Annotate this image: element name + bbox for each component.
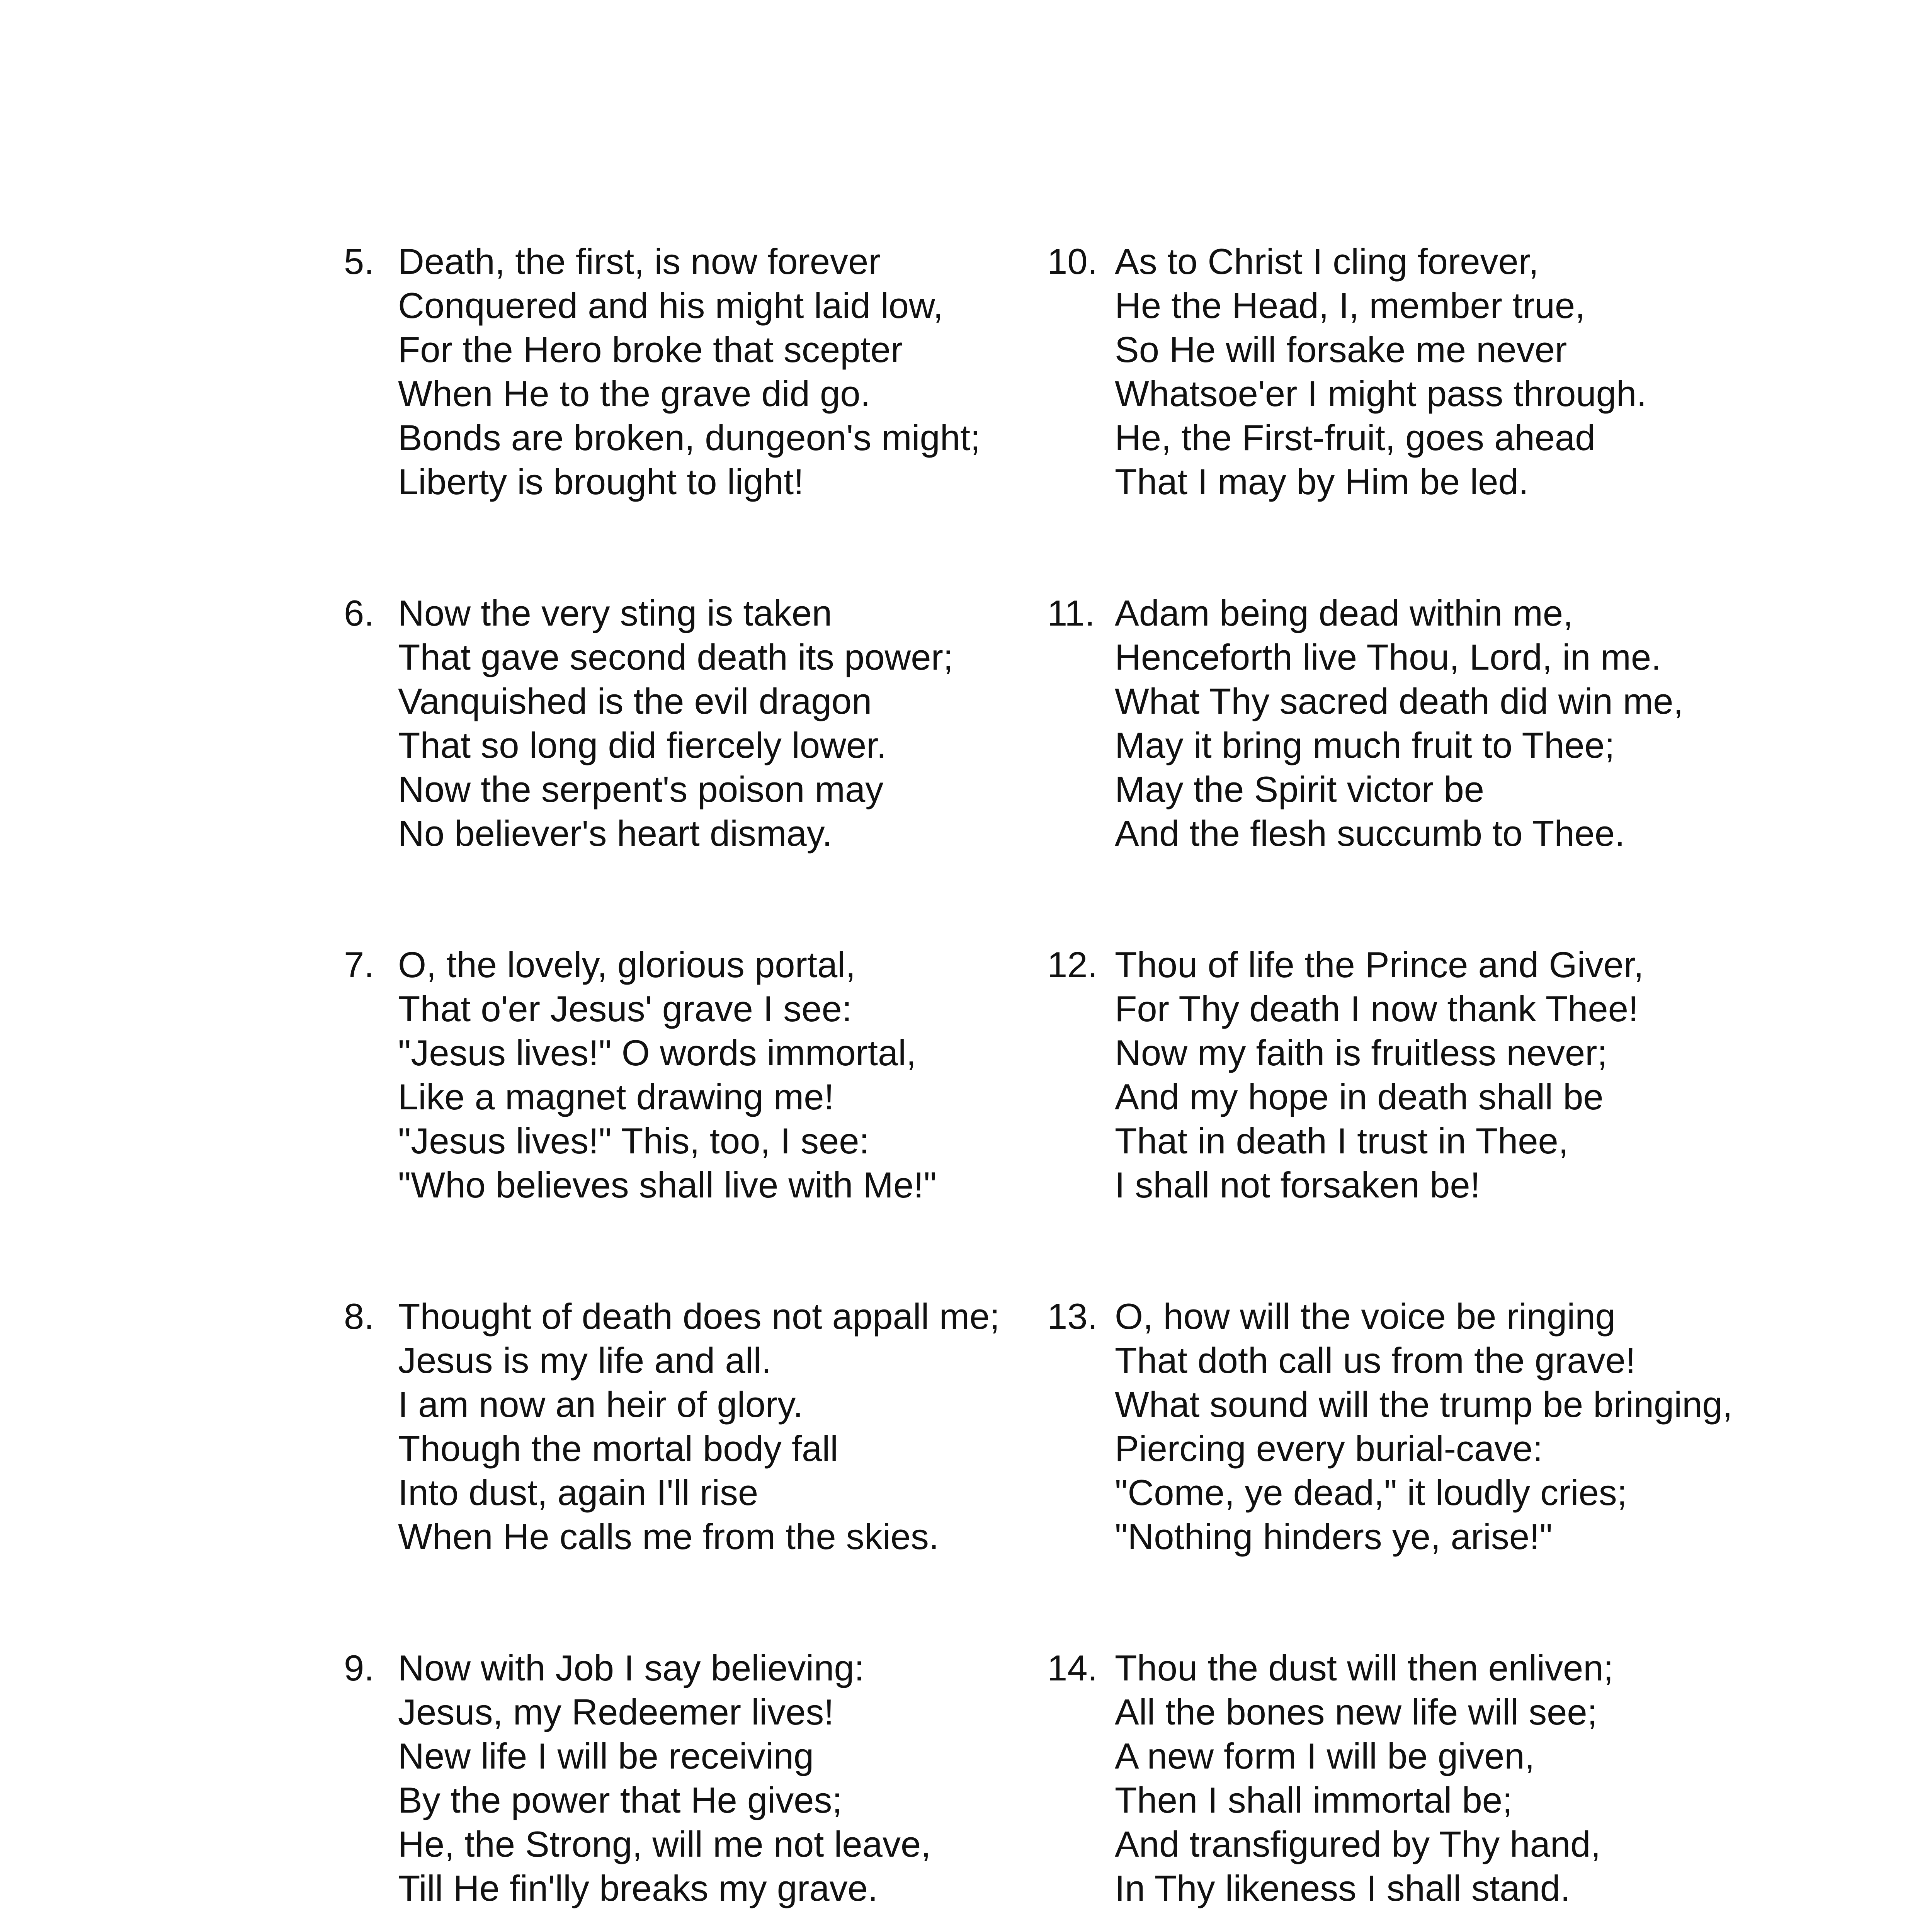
verse-line: Vanquished is the evil dragon — [398, 681, 872, 721]
verse-line: Now my faith is fruitless never; — [1115, 1032, 1607, 1073]
verse-line: Liberty is brought to light! — [398, 461, 804, 502]
verse-line: That gave second death its power; — [398, 637, 953, 677]
stanza-lines — [398, 1646, 931, 1910]
verse-line: When He to the grave did go. — [398, 373, 871, 414]
verse-line: He the Head, I, member true, — [1115, 285, 1585, 326]
verse-line: Adam being dead within me, — [1115, 593, 1573, 633]
stanza-lines — [1115, 943, 1644, 1207]
verse-line: No believer's heart dismay. — [398, 813, 832, 854]
stanza-number: 13. — [1047, 1296, 1098, 1337]
verse-line: "Nothing hinders ye, arise!" — [1115, 1516, 1553, 1557]
verse-line: When He calls me from the skies. — [398, 1516, 939, 1557]
verse-line: Though the mortal body fall — [398, 1428, 838, 1469]
verse-line: Thou the dust will then enliven; — [1115, 1648, 1614, 1688]
verse-line: Then I shall immortal be; — [1115, 1780, 1513, 1820]
verse-line: Now the serpent's poison may — [398, 769, 884, 810]
verse-line: "Jesus lives!" This, too, I see: — [398, 1121, 869, 1161]
stanza-lines — [1115, 1294, 1733, 1559]
stanza-number: 12. — [1047, 944, 1098, 985]
stanza-lines — [398, 943, 937, 1207]
verse-line: And transfigured by Thy hand, — [1115, 1824, 1601, 1864]
verse-line: Piercing every burial-cave: — [1115, 1428, 1543, 1469]
verse-line: For Thy death I now thank Thee! — [1115, 988, 1639, 1029]
verse-line: A new form I will be given, — [1115, 1736, 1535, 1776]
verse-line: May it bring much fruit to Thee; — [1115, 725, 1615, 765]
verse-line: That o'er Jesus' grave I see: — [398, 988, 852, 1029]
verse-line: Jesus, my Redeemer lives! — [398, 1692, 834, 1732]
verse-line: And the flesh succumb to Thee. — [1115, 813, 1625, 854]
verse-line: Whatsoe'er I might pass through. — [1115, 373, 1647, 414]
verse-line: New life I will be receiving — [398, 1736, 814, 1776]
stanza-lines — [1115, 591, 1684, 855]
verse-line: For the Hero broke that scepter — [398, 329, 903, 370]
stanza-number: 9. — [344, 1648, 374, 1688]
stanza-lines — [398, 591, 953, 855]
stanza-number: 8. — [344, 1296, 374, 1337]
stanza-number: 11. — [1047, 593, 1095, 633]
verse-line: All the bones new life will see; — [1115, 1692, 1597, 1732]
verse-line: Conquered and his might laid low, — [398, 285, 943, 326]
verse-line: Till He fin'lly breaks my grave. — [398, 1868, 878, 1908]
verse-line: As to Christ I cling forever, — [1115, 241, 1539, 282]
verse-line: Thought of death does not appall me; — [398, 1296, 1000, 1337]
verse-line: O, how will the voice be ringing — [1115, 1296, 1616, 1337]
verse-line: "Jesus lives!" O words immortal, — [398, 1032, 917, 1073]
verse-line: What sound will the trump be bringing, — [1115, 1384, 1733, 1425]
verse-line: Death, the first, is now forever — [398, 241, 881, 282]
verse-line: That I may by Him be led. — [1115, 461, 1529, 502]
stanza-number: 14. — [1047, 1648, 1098, 1688]
stanza-number: 5. — [344, 241, 374, 282]
verse-line: Henceforth live Thou, Lord, in me. — [1115, 637, 1662, 677]
stanza-lines — [398, 1294, 1000, 1559]
verse-line: He, the First-fruit, goes ahead — [1115, 417, 1595, 458]
stanza-number: 10. — [1047, 241, 1098, 282]
verse-line: Thou of life the Prince and Giver, — [1115, 944, 1644, 985]
stanza-number: 7. — [344, 944, 374, 985]
verse-line: Now the very sting is taken — [398, 593, 832, 633]
verse-line: Jesus is my life and all. — [398, 1340, 772, 1381]
verse-line: That so long did fiercely lower. — [398, 725, 887, 765]
stanza-lines — [1115, 240, 1646, 504]
verse-line: "Who believes shall live with Me!" — [398, 1165, 937, 1205]
verse-line: I shall not forsaken be! — [1115, 1165, 1480, 1205]
verse-line: May the Spirit victor be — [1115, 769, 1485, 810]
verse-line: Bonds are broken, dungeon's might; — [398, 417, 981, 458]
verse-line: "Come, ye dead," it loudly cries; — [1115, 1472, 1627, 1513]
verse-line: O, the lovely, glorious portal, — [398, 944, 856, 985]
verse-line: Like a magnet drawing me! — [398, 1077, 834, 1117]
verse-line: So He will forsake me never — [1115, 329, 1567, 370]
stanza-lines — [398, 240, 980, 504]
verse-line: And my hope in death shall be — [1115, 1077, 1604, 1117]
verse-line: In Thy likeness I shall stand. — [1115, 1868, 1571, 1908]
stanza-lines — [1115, 1646, 1614, 1910]
verse-line: Now with Job I say believing: — [398, 1648, 864, 1688]
verse-line: What Thy sacred death did win me, — [1115, 681, 1684, 721]
verse-line: That doth call us from the grave! — [1115, 1340, 1636, 1381]
verse-line: He, the Strong, will me not leave, — [398, 1824, 931, 1864]
verse-line: By the power that He gives; — [398, 1780, 842, 1820]
stanza-number: 6. — [344, 593, 374, 633]
verse-line: Into dust, again I'll rise — [398, 1472, 759, 1513]
verse-line: I am now an heir of glory. — [398, 1384, 803, 1425]
verse-line: That in death I trust in Thee, — [1115, 1121, 1568, 1161]
